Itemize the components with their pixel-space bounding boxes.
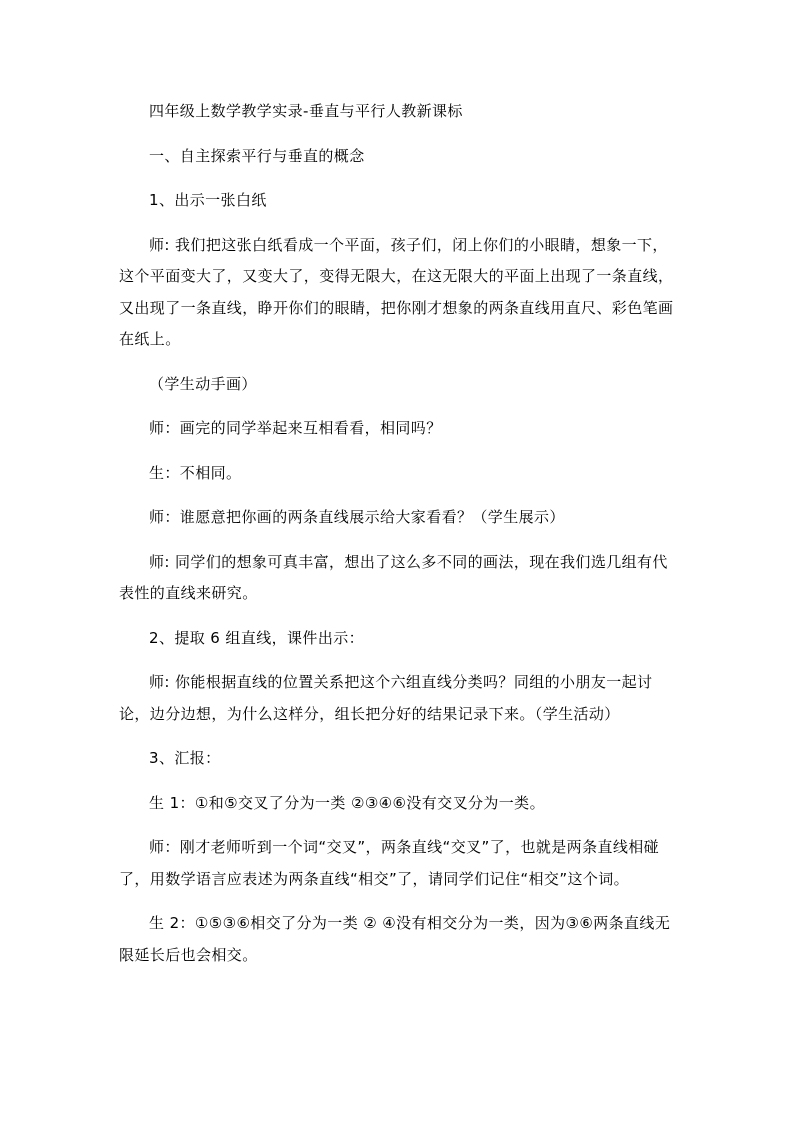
- step-heading: 2、提取 6 组直线，课件出示：: [149, 628, 365, 647]
- paragraph: 师：画完的同学举起来互相看看，相同吗？: [149, 419, 442, 437]
- paragraph: 师: 同学们的想象可真丰富，想出了这么多不同的画法，现在我们选几组有代表性的直线来研究。: [119, 552, 668, 602]
- paragraph: 生 1：①和⑤交叉了分为一类 ②③④⑥没有交叉分为一类。: [149, 793, 545, 812]
- paragraph: 师：谁愿意把你画的两条直线展示给大家看看？（学生展示）: [149, 508, 565, 526]
- paragraph: 师: 我们把这张白纸看成一个平面，孩子们，闭上你们的小眼睛，想象一下，这个平面变大了，又变大了，变得无限大，在这无限大的平面上出现了一条直线，又出现了一条直线，睁开你们的眼睛，把你刚才想象的两条直线用直尺、彩色笔画在纸上。: [119, 235, 674, 348]
- document-body: [119, 96, 679, 971]
- paragraph: 师: 你能根据直线的位置关系把这个六组直线分类吗？同组的小朋友一起讨论，边分边想，为什么这样分，组长把分好的结果记录下来。（学生活动）: [119, 673, 653, 723]
- paragraph: （学生动手画）: [149, 374, 257, 393]
- paragraph: 生：不相同。: [149, 463, 242, 482]
- step-heading: 1、出示一张白纸: [149, 191, 267, 209]
- paragraph: 师：刚才老师听到一个词“交叉”，两条直线“交叉”了，也就是两条直线相碰了，用数学语言应表述为两条直线“相交”了，请同学们记住“相交”这个词。: [119, 838, 660, 888]
- paragraph: 生 2：①⑤③⑥相交了分为一类 ② ④没有相交分为一类，因为③⑥两条直线无限延长后也会相交。: [119, 914, 671, 964]
- document-title: 四年级上数学教学实录-垂直与平行人教新课标: [149, 102, 463, 120]
- section-heading: 一、自主探索平行与垂直的概念: [149, 146, 365, 165]
- step-heading: 3、汇报：: [149, 749, 221, 767]
